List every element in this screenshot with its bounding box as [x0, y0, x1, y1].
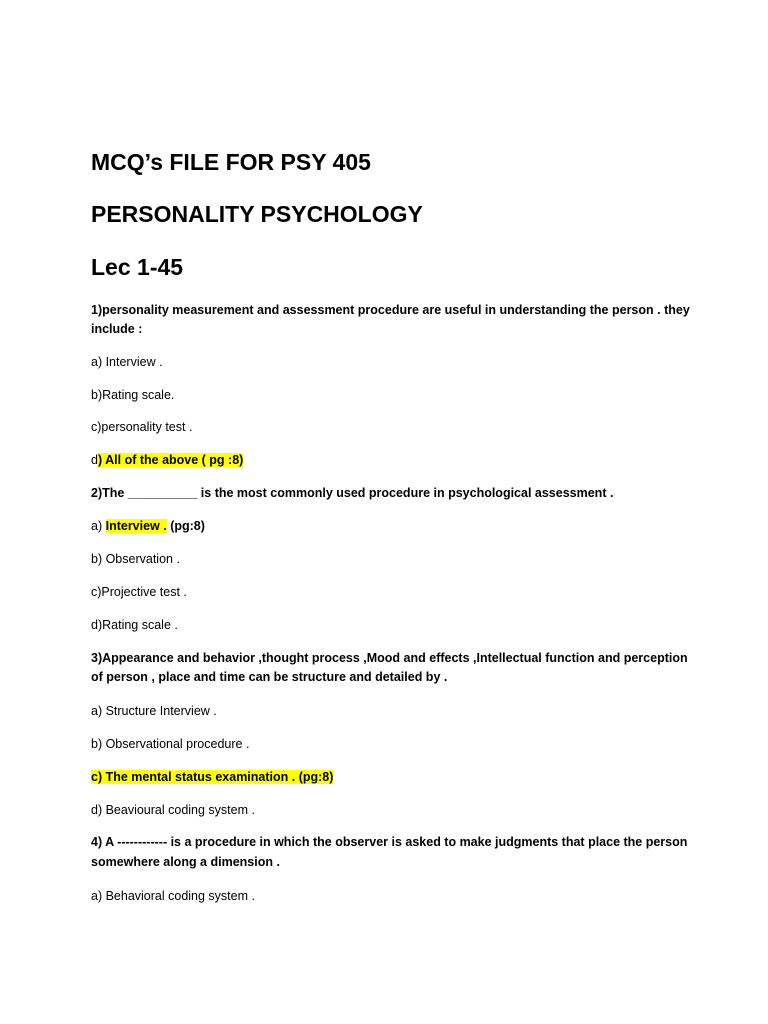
correct-answer-highlight: c) The mental status examination . (pg:8): [91, 770, 334, 784]
question-2-option-a: [91, 517, 205, 536]
option-prefix: d: [91, 453, 98, 467]
option-prefix: a): [91, 519, 106, 533]
lecture-range: Lec 1-45: [91, 254, 184, 280]
question-4-option-a: a) Behavioral coding system .: [91, 889, 255, 903]
question-2-option-b: b) Observation .: [91, 552, 180, 566]
question-3-option-c: [91, 768, 333, 787]
correct-answer-highlight: Interview .: [105, 519, 167, 533]
question-1-option-b: b)Rating scale.: [91, 388, 175, 402]
question-2-text: 2)The __________ is the most commonly used procedure in psychological assessment .: [91, 486, 614, 500]
document-title: MCQ’s FILE FOR PSY 405: [91, 149, 371, 175]
question-1-text: 1)personality measurement and assessment procedure are useful in understanding the person . they: [91, 303, 690, 317]
question-1-option-c: c)personality test .: [91, 420, 193, 434]
question-3-option-d: d) Beavioural coding system .: [91, 803, 255, 817]
question-1-option-d: [91, 451, 243, 470]
question-1-option-a: a) Interview .: [91, 355, 163, 369]
document-subtitle: PERSONALITY PSYCHOLOGY: [91, 201, 423, 227]
page-reference: (pg:8): [166, 519, 205, 533]
question-2-option-d: d)Rating scale .: [91, 618, 178, 632]
correct-answer-highlight: ) All of the above ( pg :8): [97, 453, 244, 467]
question-3-text-cont: of person , place and time can be structure and detailed by .: [91, 670, 448, 684]
question-2-option-c: c)Projective test .: [91, 585, 187, 599]
question-4-text-cont: somewhere along a dimension .: [91, 855, 280, 869]
question-3-text: 3)Appearance and behavior ,thought process ,Mood and effects ,Intellectual function and perception: [91, 651, 688, 665]
question-3-option-a: a) Structure Interview .: [91, 704, 217, 718]
question-3-option-b: b) Observational procedure .: [91, 737, 250, 751]
question-4-text: 4) A ------------ is a procedure in which the observer is asked to make judgments that place the person: [91, 835, 688, 849]
question-1-text-cont: include :: [91, 322, 143, 336]
